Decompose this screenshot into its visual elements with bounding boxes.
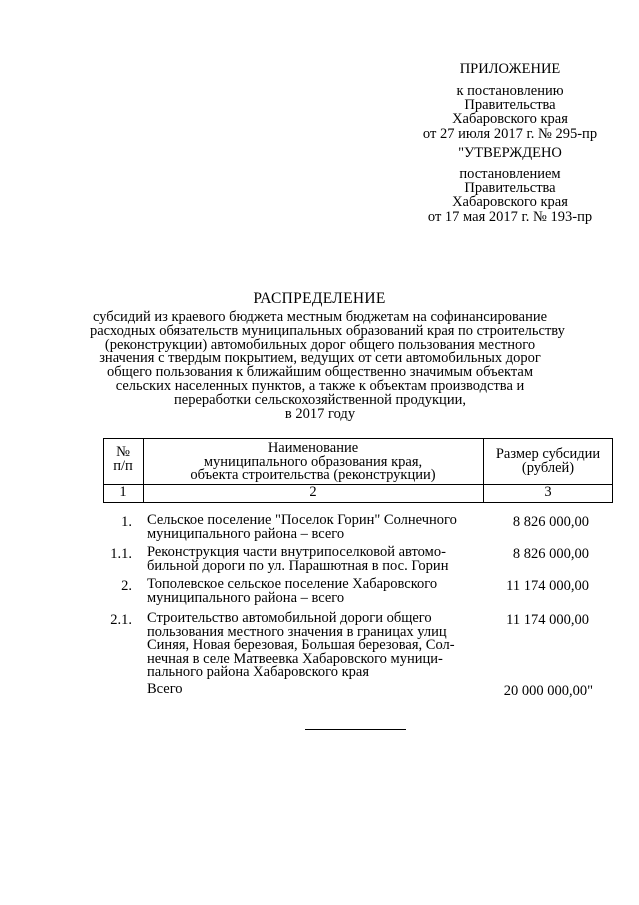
- appendix-line: Правительства: [464, 97, 556, 113]
- total-label: Всего: [147, 681, 183, 697]
- row-line: муниципального района – всего: [147, 589, 345, 606]
- column-number-2: 2: [309, 484, 317, 500]
- subtitle-line: расходных обязательств муниципальных образований края по строительству: [90, 322, 565, 339]
- header-number-line: №: [116, 444, 130, 460]
- row-number: 1.1.: [110, 546, 132, 562]
- table-header: [103, 438, 613, 503]
- table-rule: [103, 438, 613, 439]
- header-name-line: муниципального образования края,: [203, 453, 423, 470]
- header-name-line: объекта строительства (реконструкции): [190, 467, 436, 483]
- header-amount-line: (рублей): [521, 459, 575, 476]
- row-line: пального района Хабаровского края: [147, 664, 369, 680]
- appendix-line: Хабаровского края: [452, 111, 568, 127]
- column-number-1: 1: [119, 484, 127, 500]
- total-amount: 20 000 000,00": [503, 683, 593, 699]
- subtitle-line: субсидий из краевого бюджета местным бюджетам на софинансирование: [92, 309, 548, 325]
- appendix-line: к постановлению: [456, 83, 564, 99]
- row-line: Строительство автомобильной дороги общего: [147, 610, 432, 626]
- header-name: [143, 442, 483, 483]
- row-number: 2.: [121, 578, 132, 594]
- row-description: [147, 546, 448, 573]
- approved-line: Правительства: [464, 180, 556, 196]
- row-amount: 8 826 000,00: [512, 546, 589, 562]
- document-title: РАСПРЕДЕЛЕНИЕ: [253, 290, 386, 307]
- header-amount: [483, 448, 613, 475]
- approved-heading: "УТВЕРЖДЕНО: [458, 145, 562, 161]
- appendix-title: ПРИЛОЖЕНИЕ: [459, 61, 561, 77]
- row-description: [147, 514, 457, 541]
- subtitle-line: (реконструкции) автомобильных дорог общего пользования местного: [104, 336, 536, 353]
- row-line: Реконструкция части внутрипоселковой автомо-: [147, 544, 446, 560]
- row-number: 1.: [121, 514, 132, 530]
- approved-decree-date: от 17 мая 2017 г. № 193-пр: [427, 209, 593, 225]
- subtitle-line: общего пользования к ближайшим общественно значимым объектам: [106, 364, 534, 381]
- header-amount-line: Размер субсидии: [495, 446, 601, 462]
- subtitle-line: сельских населенных пунктов, а также к объектам производства и: [115, 377, 525, 394]
- row-description: [147, 578, 437, 605]
- row-line: Тополевское сельское поселение Хабаровского: [147, 576, 438, 592]
- subtitle-line: в 2017 году: [284, 405, 356, 422]
- row-line: бильной дороги по ул. Парашютная в пос. Горин: [147, 557, 449, 574]
- row-line: муниципального района – всего: [147, 525, 345, 542]
- row-number: 2.1.: [110, 612, 132, 628]
- row-amount: 8 826 000,00: [512, 514, 589, 530]
- table-rule: [103, 502, 613, 503]
- subtitle-line: значения с твердым покрытием, ведущих от сети автомобильных дорог: [99, 350, 541, 367]
- approved-line: постановлением: [459, 166, 561, 182]
- closing-rule: [305, 729, 406, 730]
- column-number-3: 3: [544, 484, 552, 500]
- subtitle-line: переработки сельскохозяйственной продукции,: [174, 391, 466, 408]
- row-line: Синяя, Новая березовая, Большая березовая, Сол-: [147, 637, 455, 653]
- row-line: нечная в селе Матвеевка Хабаровского муници-: [147, 650, 443, 667]
- appendix-decree-date: от 27 июля 2017 г. № 295-пр: [422, 126, 598, 142]
- header-name-line: Наименование: [267, 440, 359, 456]
- header-number: [103, 446, 143, 473]
- document-subtitle: [90, 309, 565, 422]
- header-number-line: п/п: [113, 457, 133, 474]
- row-amount: 11 174 000,00: [506, 612, 589, 628]
- row-amount: 11 174 000,00: [506, 578, 589, 594]
- table-rule: [103, 484, 613, 485]
- approved-line: Хабаровского края: [452, 194, 568, 210]
- row-line: Сельское поселение "Поселок Горин" Солнечного: [147, 512, 457, 528]
- row-description: [147, 612, 455, 680]
- row-line: пользования местного значения в границах улиц: [147, 623, 447, 640]
